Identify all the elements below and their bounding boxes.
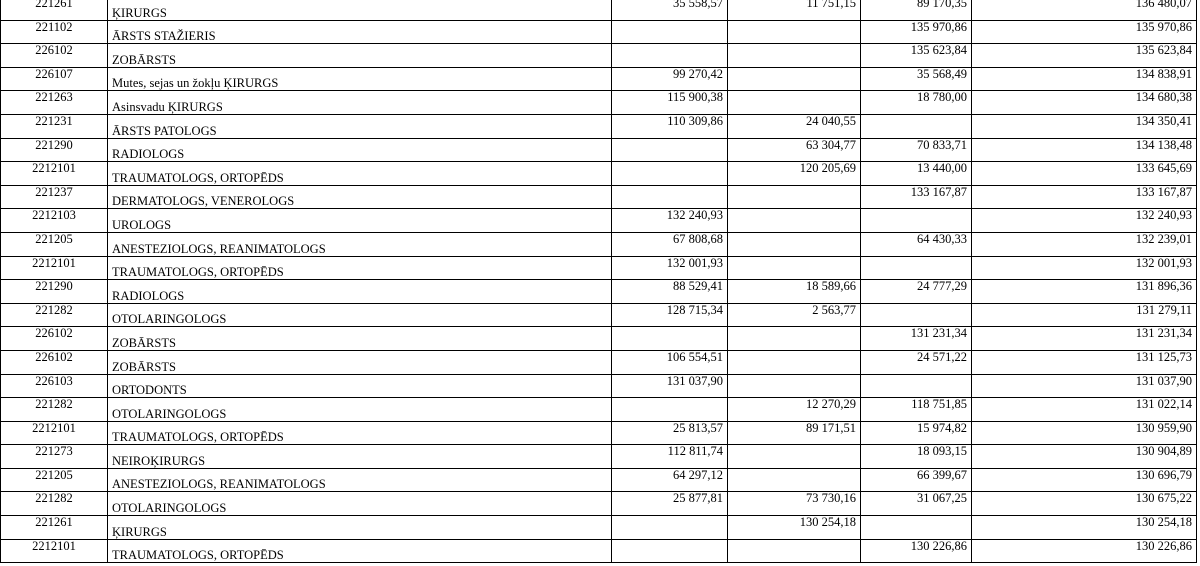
amount-column-3-cell: 13 440,00 <box>861 162 972 186</box>
table-row <box>1 185 1197 209</box>
amount-column-1-cell: 115 900,38 <box>612 91 728 115</box>
amount-column-3-cell <box>861 114 972 138</box>
total-amount-cell: 131 231,34 <box>972 327 1197 351</box>
amount-column-3-cell <box>861 209 972 233</box>
amount-column-2-cell <box>728 185 861 209</box>
total-amount-cell: 132 240,93 <box>972 209 1197 233</box>
amount-column-2-cell <box>728 44 861 68</box>
profession-cell: UROLOGS <box>108 209 612 233</box>
occupation-code-cell: 2212101 <box>1 421 108 445</box>
amount-column-2-cell: 63 304,77 <box>728 138 861 162</box>
amount-column-2-cell: 2 563,77 <box>728 303 861 327</box>
amount-column-3-cell <box>861 303 972 327</box>
amount-column-2-cell: 89 171,51 <box>728 421 861 445</box>
total-amount-cell: 130 904,89 <box>972 445 1197 469</box>
amount-column-3-cell: 64 430,33 <box>861 232 972 256</box>
profession-cell: ZOBĀRSTS <box>108 327 612 351</box>
amount-column-2-cell <box>728 67 861 91</box>
amount-column-1-cell: 106 554,51 <box>612 350 728 374</box>
profession-cell: ĀRSTS PATOLOGS <box>108 114 612 138</box>
amount-column-3-cell: 24 777,29 <box>861 280 972 304</box>
amount-column-1-cell: 112 811,74 <box>612 445 728 469</box>
amount-column-1-cell <box>612 44 728 68</box>
amount-column-3-cell <box>861 516 972 540</box>
table-row <box>1 0 1197 20</box>
amount-column-1-cell <box>612 138 728 162</box>
profession-cell: ANESTEZIOLOGS, REANIMATOLOGS <box>108 468 612 492</box>
total-amount-cell: 130 226,86 <box>972 539 1197 563</box>
total-amount-cell: 134 350,41 <box>972 114 1197 138</box>
table-row <box>1 421 1197 445</box>
occupation-code-cell: 221290 <box>1 138 108 162</box>
profession-cell: ĶIRURGS <box>108 0 612 20</box>
amount-column-2-cell: 24 040,55 <box>728 114 861 138</box>
profession-cell: RADIOLOGS <box>108 280 612 304</box>
table-row <box>1 91 1197 115</box>
total-amount-cell: 134 138,48 <box>972 138 1197 162</box>
amount-column-3-cell: 130 226,86 <box>861 539 972 563</box>
profession-cell: OTOLARINGOLOGS <box>108 303 612 327</box>
occupation-code-cell: 226102 <box>1 350 108 374</box>
amount-column-2-cell <box>728 327 861 351</box>
profession-cell: RADIOLOGS <box>108 138 612 162</box>
amount-column-2-cell <box>728 350 861 374</box>
table-body <box>1 0 1197 563</box>
amount-column-1-cell <box>612 20 728 44</box>
amount-column-2-cell <box>728 232 861 256</box>
profession-cell: NEIROĶIRURGS <box>108 445 612 469</box>
table-row <box>1 539 1197 563</box>
occupation-code-cell: 221237 <box>1 185 108 209</box>
table-row <box>1 256 1197 280</box>
profession-cell: OTOLARINGOLOGS <box>108 398 612 422</box>
amount-column-1-cell: 110 309,86 <box>612 114 728 138</box>
amount-column-3-cell: 18 093,15 <box>861 445 972 469</box>
amount-column-1-cell: 35 558,57 <box>612 0 728 20</box>
amount-column-3-cell: 135 623,84 <box>861 44 972 68</box>
table-row <box>1 516 1197 540</box>
amount-column-2-cell: 18 589,66 <box>728 280 861 304</box>
amount-column-3-cell: 15 974,82 <box>861 421 972 445</box>
amount-column-1-cell <box>612 327 728 351</box>
occupation-code-cell: 226107 <box>1 67 108 91</box>
profession-cell: TRAUMATOLOGS, ORTOPĒDS <box>108 421 612 445</box>
amount-column-1-cell: 132 001,93 <box>612 256 728 280</box>
amount-column-1-cell: 131 037,90 <box>612 374 728 398</box>
occupation-code-cell: 2212101 <box>1 539 108 563</box>
total-amount-cell: 136 480,07 <box>972 0 1197 20</box>
amount-column-1-cell: 64 297,12 <box>612 468 728 492</box>
amount-column-1-cell <box>612 162 728 186</box>
occupation-code-cell: 226102 <box>1 44 108 68</box>
amount-column-3-cell <box>861 256 972 280</box>
amount-column-2-cell: 130 254,18 <box>728 516 861 540</box>
table-row <box>1 350 1197 374</box>
table-row <box>1 209 1197 233</box>
amount-column-3-cell: 31 067,25 <box>861 492 972 516</box>
occupation-code-cell: 221282 <box>1 398 108 422</box>
amount-column-2-cell: 12 270,29 <box>728 398 861 422</box>
total-amount-cell: 133 645,69 <box>972 162 1197 186</box>
total-amount-cell: 135 970,86 <box>972 20 1197 44</box>
table-row <box>1 280 1197 304</box>
amount-column-3-cell: 131 231,34 <box>861 327 972 351</box>
total-amount-cell: 131 896,36 <box>972 280 1197 304</box>
amount-column-3-cell: 133 167,87 <box>861 185 972 209</box>
amount-column-2-cell <box>728 374 861 398</box>
profession-cell: ANESTEZIOLOGS, REANIMATOLOGS <box>108 232 612 256</box>
occupation-code-cell: 221231 <box>1 114 108 138</box>
table-row <box>1 138 1197 162</box>
occupation-code-cell: 221261 <box>1 516 108 540</box>
amount-column-1-cell <box>612 185 728 209</box>
amount-column-2-cell: 120 205,69 <box>728 162 861 186</box>
amount-column-1-cell: 25 813,57 <box>612 421 728 445</box>
profession-cell: ĶIRURGS <box>108 516 612 540</box>
total-amount-cell: 130 675,22 <box>972 492 1197 516</box>
amount-column-2-cell <box>728 445 861 469</box>
table-row <box>1 44 1197 68</box>
amount-column-2-cell <box>728 209 861 233</box>
total-amount-cell: 131 125,73 <box>972 350 1197 374</box>
total-amount-cell: 132 239,01 <box>972 232 1197 256</box>
occupation-code-cell: 2212103 <box>1 209 108 233</box>
table-row <box>1 162 1197 186</box>
table-row <box>1 327 1197 351</box>
occupation-code-cell: 221261 <box>1 0 108 20</box>
table-row <box>1 303 1197 327</box>
occupation-code-cell: 226102 <box>1 327 108 351</box>
occupation-code-cell: 2212101 <box>1 162 108 186</box>
profession-cell: ĀRSTS STAŽIERIS <box>108 20 612 44</box>
amount-column-1-cell: 132 240,93 <box>612 209 728 233</box>
total-amount-cell: 131 022,14 <box>972 398 1197 422</box>
profession-cell: TRAUMATOLOGS, ORTOPĒDS <box>108 162 612 186</box>
profession-cell: TRAUMATOLOGS, ORTOPĒDS <box>108 256 612 280</box>
profession-cell: Asinsvadu ĶIRURGS <box>108 91 612 115</box>
table-row <box>1 492 1197 516</box>
amount-column-3-cell: 89 170,35 <box>861 0 972 20</box>
table-row <box>1 232 1197 256</box>
occupation-code-cell: 221273 <box>1 445 108 469</box>
profession-cell: ZOBĀRSTS <box>108 44 612 68</box>
total-amount-cell: 135 623,84 <box>972 44 1197 68</box>
amount-column-3-cell: 135 970,86 <box>861 20 972 44</box>
table-row <box>1 374 1197 398</box>
occupation-code-cell: 221263 <box>1 91 108 115</box>
table-row <box>1 114 1197 138</box>
profession-cell: Mutes, sejas un žokļu ĶIRURGS <box>108 67 612 91</box>
amount-column-2-cell: 73 730,16 <box>728 492 861 516</box>
amount-column-1-cell: 25 877,81 <box>612 492 728 516</box>
amount-column-1-cell <box>612 516 728 540</box>
amount-column-3-cell: 18 780,00 <box>861 91 972 115</box>
table-row <box>1 398 1197 422</box>
amount-column-3-cell: 118 751,85 <box>861 398 972 422</box>
total-amount-cell: 134 680,38 <box>972 91 1197 115</box>
amount-column-3-cell: 66 399,67 <box>861 468 972 492</box>
amount-column-3-cell: 35 568,49 <box>861 67 972 91</box>
amount-column-2-cell: 11 751,15 <box>728 0 861 20</box>
occupation-code-cell: 221205 <box>1 468 108 492</box>
amount-column-1-cell: 67 808,68 <box>612 232 728 256</box>
table-row <box>1 445 1197 469</box>
profession-cell: TRAUMATOLOGS, ORTOPĒDS <box>108 539 612 563</box>
occupation-code-cell: 221282 <box>1 492 108 516</box>
total-amount-cell: 132 001,93 <box>972 256 1197 280</box>
profession-cell: ZOBĀRSTS <box>108 350 612 374</box>
total-amount-cell: 133 167,87 <box>972 185 1197 209</box>
occupation-code-cell: 221282 <box>1 303 108 327</box>
amount-column-1-cell <box>612 398 728 422</box>
occupation-code-cell: 2212101 <box>1 256 108 280</box>
amount-column-3-cell: 24 571,22 <box>861 350 972 374</box>
amount-column-1-cell: 88 529,41 <box>612 280 728 304</box>
amount-column-1-cell: 128 715,34 <box>612 303 728 327</box>
amount-column-2-cell <box>728 256 861 280</box>
occupation-code-cell: 221205 <box>1 232 108 256</box>
total-amount-cell: 130 254,18 <box>972 516 1197 540</box>
total-amount-cell: 130 959,90 <box>972 421 1197 445</box>
profession-cell: DERMATOLOGS, VENEROLOGS <box>108 185 612 209</box>
table-row <box>1 468 1197 492</box>
amount-column-1-cell <box>612 539 728 563</box>
profession-cell: ORTODONTS <box>108 374 612 398</box>
occupation-code-cell: 221290 <box>1 280 108 304</box>
profession-cell: OTOLARINGOLOGS <box>108 492 612 516</box>
amount-column-1-cell: 99 270,42 <box>612 67 728 91</box>
amount-column-2-cell <box>728 91 861 115</box>
table-row <box>1 20 1197 44</box>
occupation-code-cell: 221102 <box>1 20 108 44</box>
table-row <box>1 67 1197 91</box>
amount-column-3-cell <box>861 374 972 398</box>
total-amount-cell: 130 696,79 <box>972 468 1197 492</box>
total-amount-cell: 131 037,90 <box>972 374 1197 398</box>
amount-column-2-cell <box>728 468 861 492</box>
occupation-code-cell: 226103 <box>1 374 108 398</box>
amount-column-3-cell: 70 833,71 <box>861 138 972 162</box>
amount-column-2-cell <box>728 20 861 44</box>
amount-column-2-cell <box>728 539 861 563</box>
total-amount-cell: 131 279,11 <box>972 303 1197 327</box>
total-amount-cell: 134 838,91 <box>972 67 1197 91</box>
